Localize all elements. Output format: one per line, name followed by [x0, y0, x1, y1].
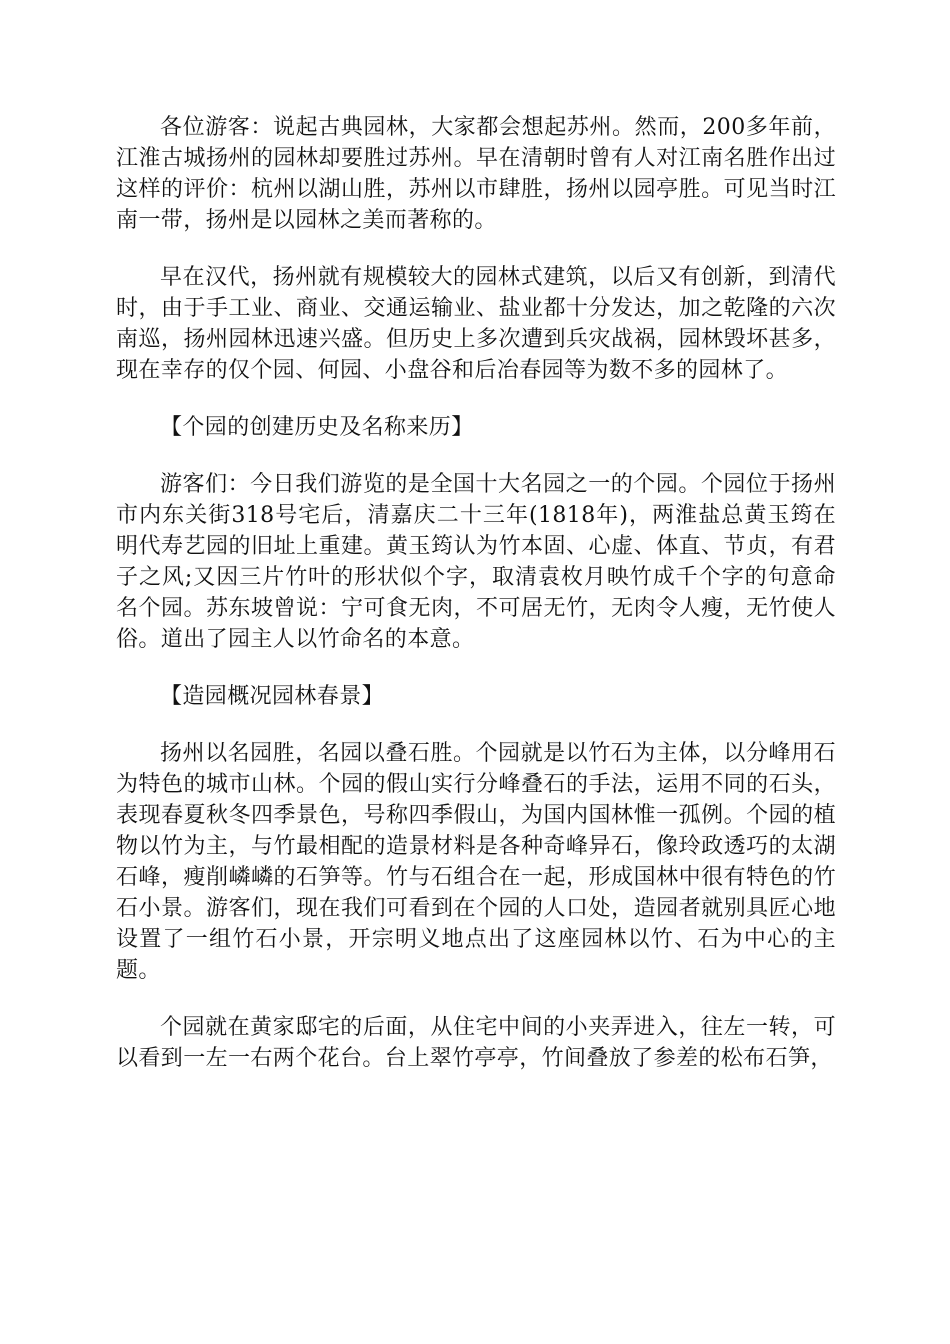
- paragraph-creation: 游客们：今日我们游览的是全国十大名园之一的个园。个园位于扬州市内东关街318号宅后，清嘉庆二十三年(1818年)，两淮盐总黄玉筠在明代寿艺园的旧址上重建。黄玉筠认为竹本固、心虚、体直、节贞，有君子之风;又因三片竹叶的形状似个字，取清袁枚月映竹成千个字的句意命名个园。苏东坡曾说：宁可食无肉，不可居无竹，无肉令人瘦，无竹使人俗。道出了园主人以竹命名的本意。: [116, 472, 836, 652]
- paragraph-intro: 各位游客：说起古典园林，大家都会想起苏州。然而，200多年前，江淮古城扬州的园林却要胜过苏州。早在清朝时曾有人对江南名胜作出过这样的评价：杭州以湖山胜，苏州以市肆胜，扬州以园亭胜。可见当时江南一带，扬州是以园林之美而著称的。: [116, 115, 836, 233]
- section-heading-spring-scenery: 【造园概况园林春景】: [160, 684, 385, 709]
- paragraph-history: 早在汉代，扬州就有规模较大的园林式建筑，以后又有创新，到清代时，由于手工业、商业、交通运输业、盐业都十分发达，加之乾隆的六次南巡，扬州园林迅速兴盛。但历史上多次遭到兵灾战祸，园林毁坏甚多，现在幸存的仅个园、何园、小盘谷和后冶春园等为数不多的园林了。: [116, 265, 836, 383]
- paragraph-garden-overview: 扬州以名园胜，名园以叠石胜。个园就是以竹石为主体，以分峰用石为特色的城市山林。个园的假山实行分峰叠石的手法，运用不同的石头，表现春夏秋冬四季景色，号称四季假山，为国内国林惟一孤例。个园的植物以竹为主，与竹最相配的造景材料是各种奇峰异石，像玲政透巧的太湖石峰，瘦削嶙嶙的石笋等。竹与石组合在一起，形成国林中很有特色的竹石小景。游客们，现在我们可看到在个园的人口处，造园者就别具匠心地设置了一组竹石小景，开宗明义地点出了这座园林以竹、石为中心的主题。: [116, 741, 836, 983]
- paragraph-entrance: 个园就在黄家邸宅的后面，从住宅中间的小夹弄进入，往左一转，可以看到一左一右两个花台。台上翠竹亭亭，竹间叠放了参差的松布石笋，: [116, 1015, 836, 1071]
- section-heading-creation-history: 【个园的创建历史及名称来历】: [160, 415, 474, 440]
- document-page: [116, 112, 836, 1100]
